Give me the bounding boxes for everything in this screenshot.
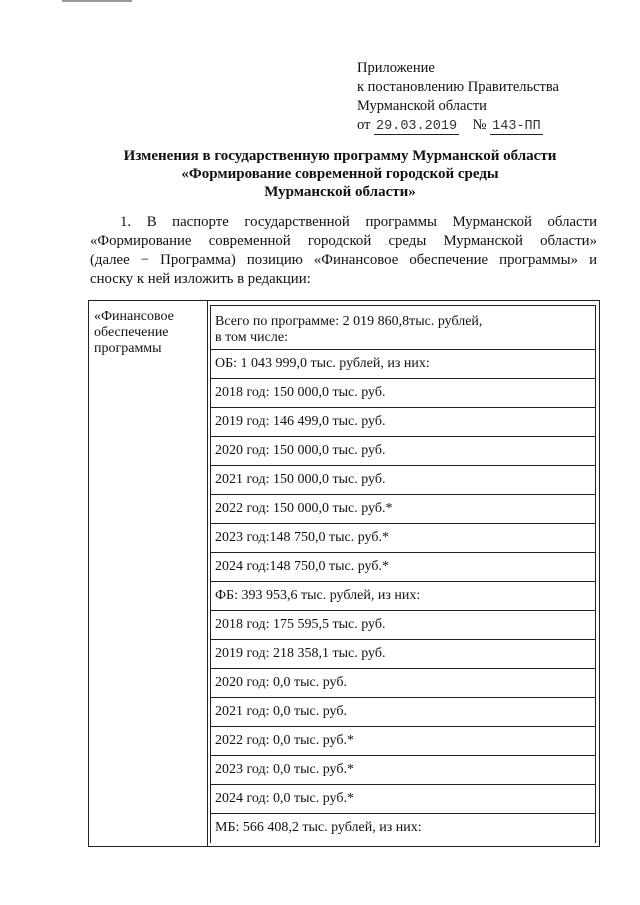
funding-row: МБ: 566 408,2 тыс. рублей, из них:	[210, 814, 596, 843]
funding-row: 2019 год: 146 499,0 тыс. руб.	[210, 408, 596, 437]
funding-row: 2020 год: 150 000,0 тыс. руб.	[210, 437, 596, 466]
funding-row: 2021 год: 0,0 тыс. руб.	[210, 698, 596, 727]
label-line-3: программы	[94, 341, 162, 356]
funding-row: 2023 год:148 750,0 тыс. руб.*	[210, 524, 596, 553]
appendix-line-2: к постановлению Правительства	[357, 79, 559, 95]
document-number: 143-ПП	[492, 119, 541, 134]
funding-row: 2024 год:148 750,0 тыс. руб.*	[210, 553, 596, 582]
title-line-1: Изменения в государственную программу Мурманской области	[123, 148, 557, 164]
label-line-1: «Финансовое	[94, 309, 174, 324]
funding-row: 2024 год: 0,0 тыс. руб.*	[210, 785, 596, 814]
label-line-2: обеспечение	[94, 325, 169, 340]
document-date: 29.03.2019	[376, 119, 458, 134]
funding-label-cell	[89, 301, 208, 847]
appendix-date-line	[357, 116, 559, 136]
date-prefix: от	[357, 117, 371, 133]
funding-table	[88, 300, 600, 847]
appendix-line-3: Мурманской области	[357, 98, 487, 114]
funding-values-list	[208, 301, 599, 846]
scan-mark	[62, 0, 132, 2]
paragraph-line-2: «Формирование современной городской среды Мурманской области»	[90, 233, 597, 249]
funding-row: 2021 год: 150 000,0 тыс. руб.	[210, 466, 596, 495]
funding-row: 2019 год: 218 358,1 тыс. руб.	[210, 640, 596, 669]
amendment-paragraph	[90, 213, 597, 289]
document-title	[80, 147, 600, 201]
funding-table-row	[89, 301, 600, 847]
paragraph-line-3: (далее − Программа) позицию «Финансовое обеспечение программы» и	[90, 252, 597, 268]
total-line-2: в том числе:	[215, 330, 288, 345]
funding-row: 2022 год: 150 000,0 тыс. руб.*	[210, 495, 596, 524]
funding-row: 2023 год: 0,0 тыс. руб.*	[210, 756, 596, 785]
appendix-line-1: Приложение	[357, 60, 435, 76]
funding-row: ФБ: 393 953,6 тыс. рублей, из них:	[210, 582, 596, 611]
funding-values-cell	[208, 301, 600, 847]
funding-row: 2020 год: 0,0 тыс. руб.	[210, 669, 596, 698]
funding-row: 2022 год: 0,0 тыс. руб.*	[210, 727, 596, 756]
total-row	[210, 305, 596, 350]
paragraph-line-1: 1. В паспорте государственной программы Мурманской области	[120, 214, 597, 230]
funding-row: ОБ: 1 043 999,0 тыс. рублей, из них:	[210, 350, 596, 379]
appendix-header	[357, 59, 559, 136]
funding-row: 2018 год: 150 000,0 тыс. руб.	[210, 379, 596, 408]
funding-row: 2018 год: 175 595,5 тыс. руб.	[210, 611, 596, 640]
title-line-2: «Формирование современной городской среды	[181, 166, 499, 182]
number-prefix: №	[472, 117, 487, 133]
total-line-1: Всего по программе: 2 019 860,8тыс. рублей,	[215, 314, 483, 329]
title-line-3: Мурманской области»	[264, 184, 416, 200]
paragraph-line-4: сноску к ней изложить в редакции:	[90, 271, 311, 287]
